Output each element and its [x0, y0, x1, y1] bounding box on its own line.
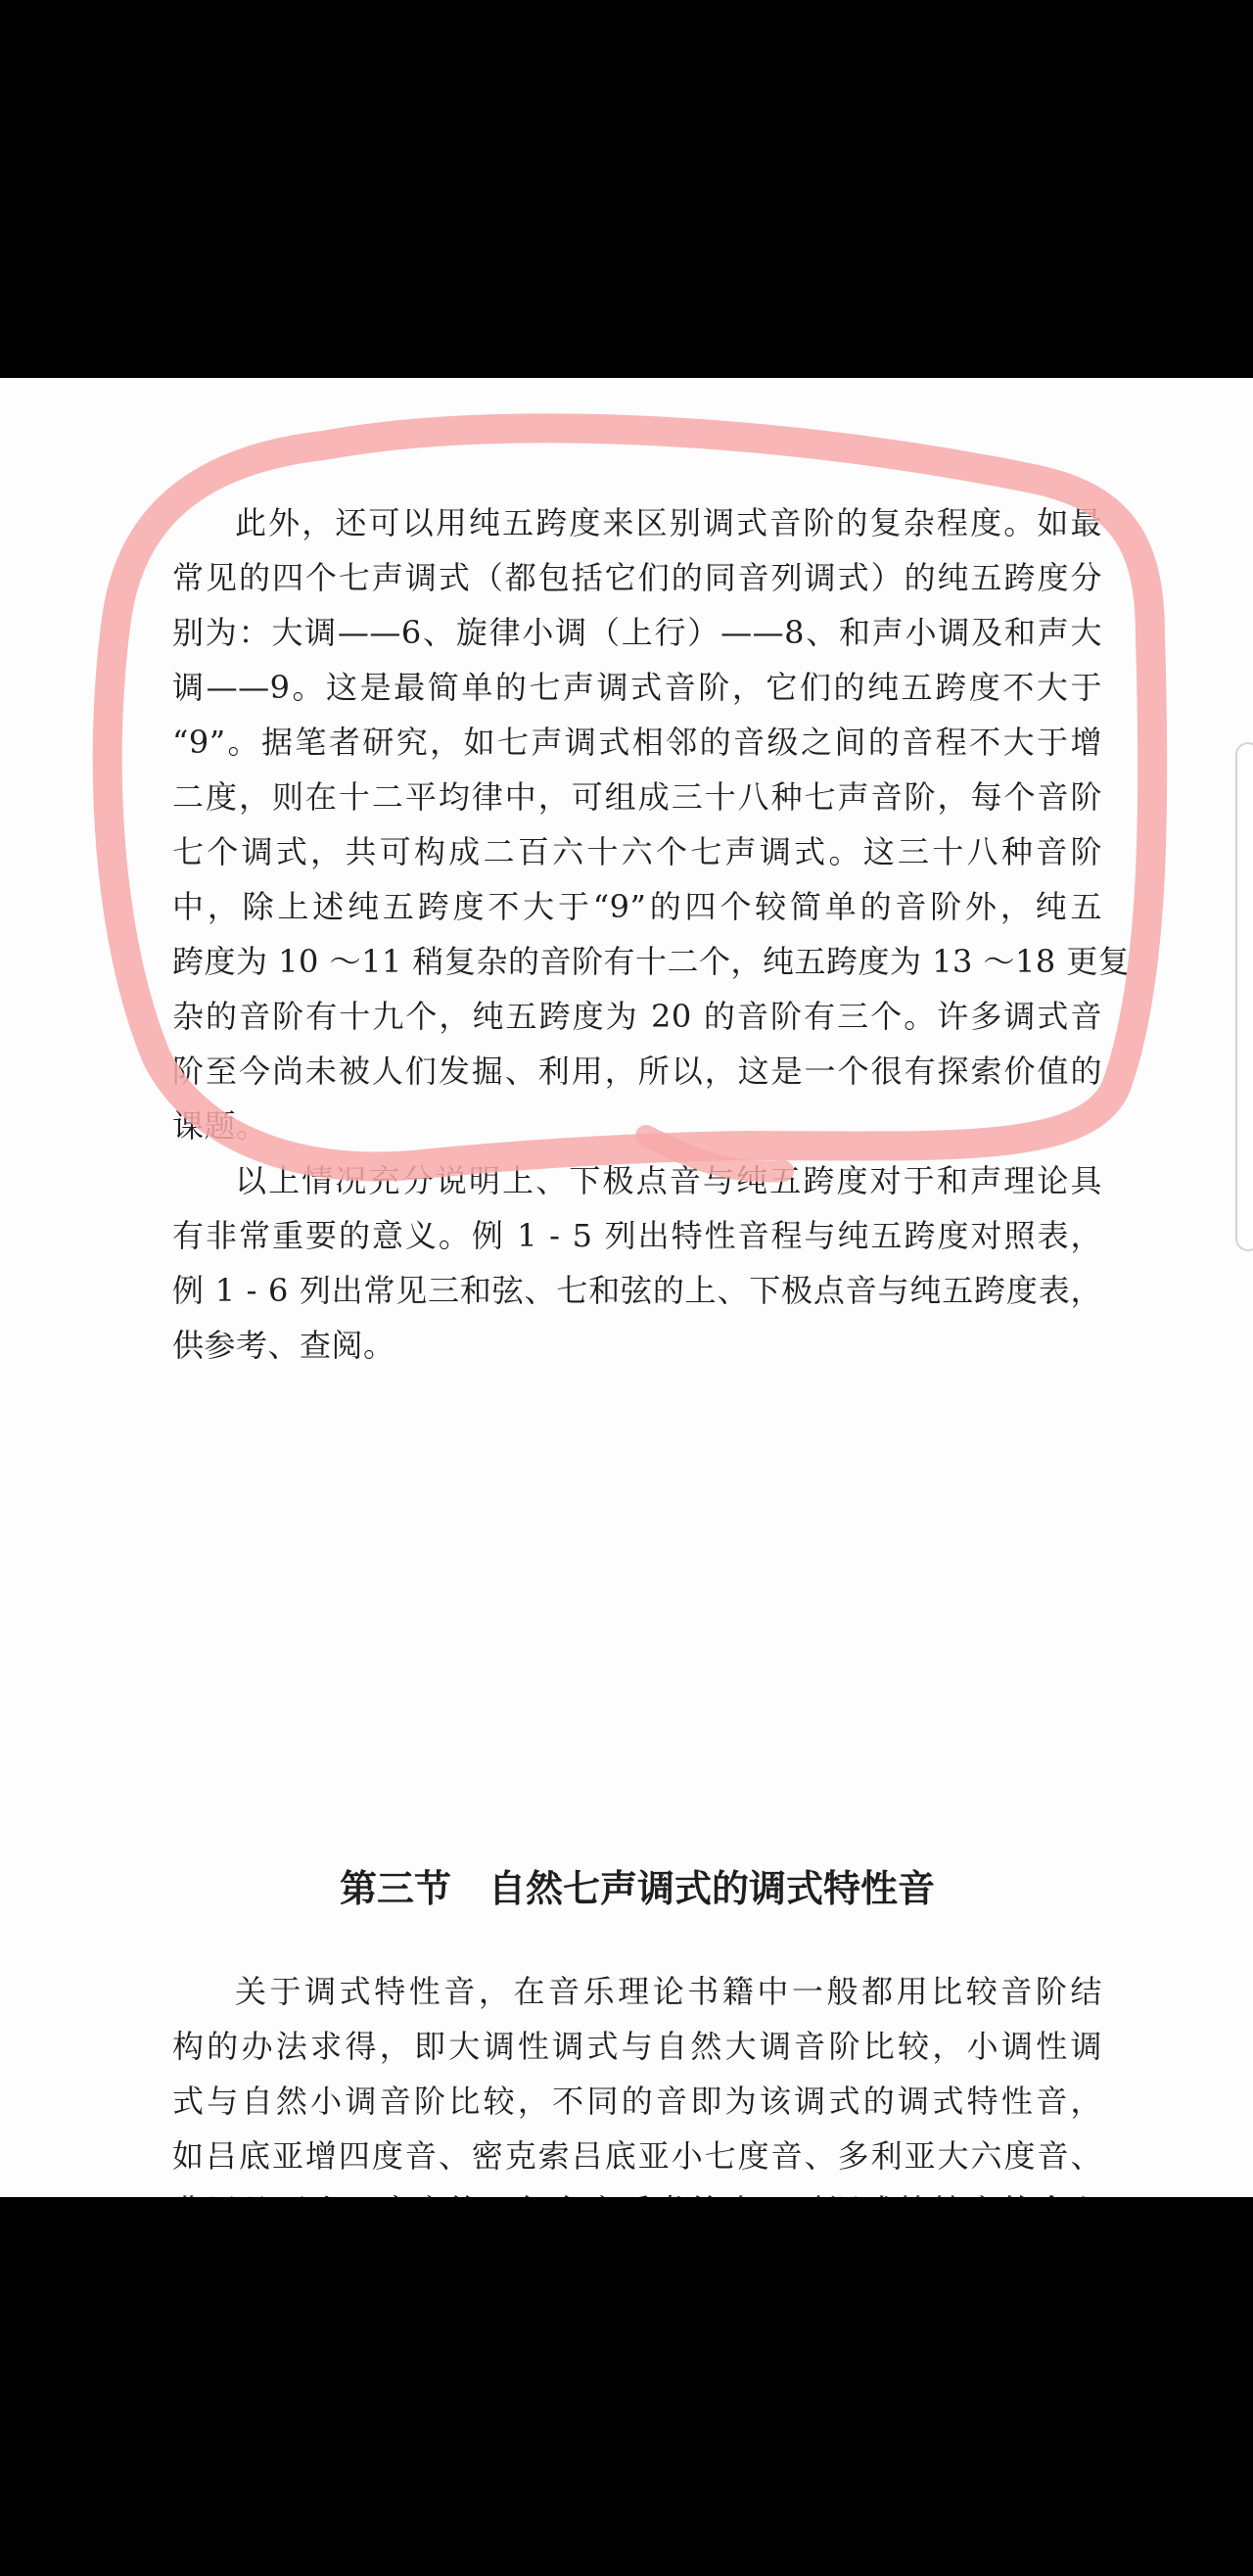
text-line: 阶至今尚未被人们发掘、利用，所以，这是一个很有探索价值的: [172, 1053, 1102, 1090]
text-line: 以上情况充分说明上、下极点音与纯五跨度对于和声理论具: [235, 1162, 1102, 1199]
text-line: 跨度为 10 ～11 稍复杂的音阶有十二个，纯五跨度为 13 ～18 更复: [172, 943, 1131, 980]
text-line: 调——9。这是最简单的七声调式音阶，它们的纯五跨度不大于: [172, 669, 1102, 706]
book-page: [0, 378, 1253, 2197]
text-line: 中，除上述纯五跨度不大于“9”的四个较简单的音阶外，纯五: [172, 888, 1102, 925]
scroll-handle[interactable]: [1235, 742, 1253, 1251]
bottom-black-bar: [0, 2197, 1253, 2576]
text-line: 供参考、查阅。: [172, 1327, 395, 1364]
text-line: 七个调式，共可构成二百六十六个七声调式。这三十八种音阶: [172, 833, 1102, 870]
text-line: 杂的音阶有十九个，纯五跨度为 20 的音阶有三个。许多调式音: [172, 998, 1102, 1035]
text-line: 课题。: [172, 1107, 268, 1145]
text-line: 有非常重要的意义。例 1 - 5 列出特性音程与纯五跨度对照表，: [172, 1217, 1102, 1254]
text-line: 构的办法求得，即大调性调式与自然大调音阶比较，小调性调: [172, 2028, 1102, 2065]
text-line: 如吕底亚增四度音、密克索吕底亚小七度音、多利亚大六度音、: [172, 2137, 1102, 2175]
text-line: 此外，还可以用纯五跨度来区别调式音阶的复杂程度。如最: [235, 504, 1102, 541]
text-line: 常见的四个七声调式（都包括它们的同音列调式）的纯五跨度分: [172, 559, 1102, 596]
text-line: “9”。据笔者研究，如七声调式相邻的音级之间的音程不大于增: [172, 724, 1102, 761]
text-line: 二度，则在十二平均律中，可组成三十八种七声音阶，每个音阶: [172, 778, 1102, 816]
top-black-bar: [0, 0, 1253, 378]
text-line: 式与自然小调音阶比较，不同的音即为该调式的调式特性音，: [172, 2083, 1102, 2120]
text-line: 例 1 - 6 列出常见三和弦、七和弦的上、下极点音与纯五跨度表，: [172, 1272, 1102, 1309]
text-line: 别为：大调——6、旋律小调（上行）——8、和声小调及和声大: [172, 614, 1102, 651]
text-line: 关于调式特性音，在音乐理论书籍中一般都用比较音阶结: [235, 1973, 1102, 2010]
section-heading: 第三节 自然七声调式的调式特性音: [339, 1866, 935, 1910]
